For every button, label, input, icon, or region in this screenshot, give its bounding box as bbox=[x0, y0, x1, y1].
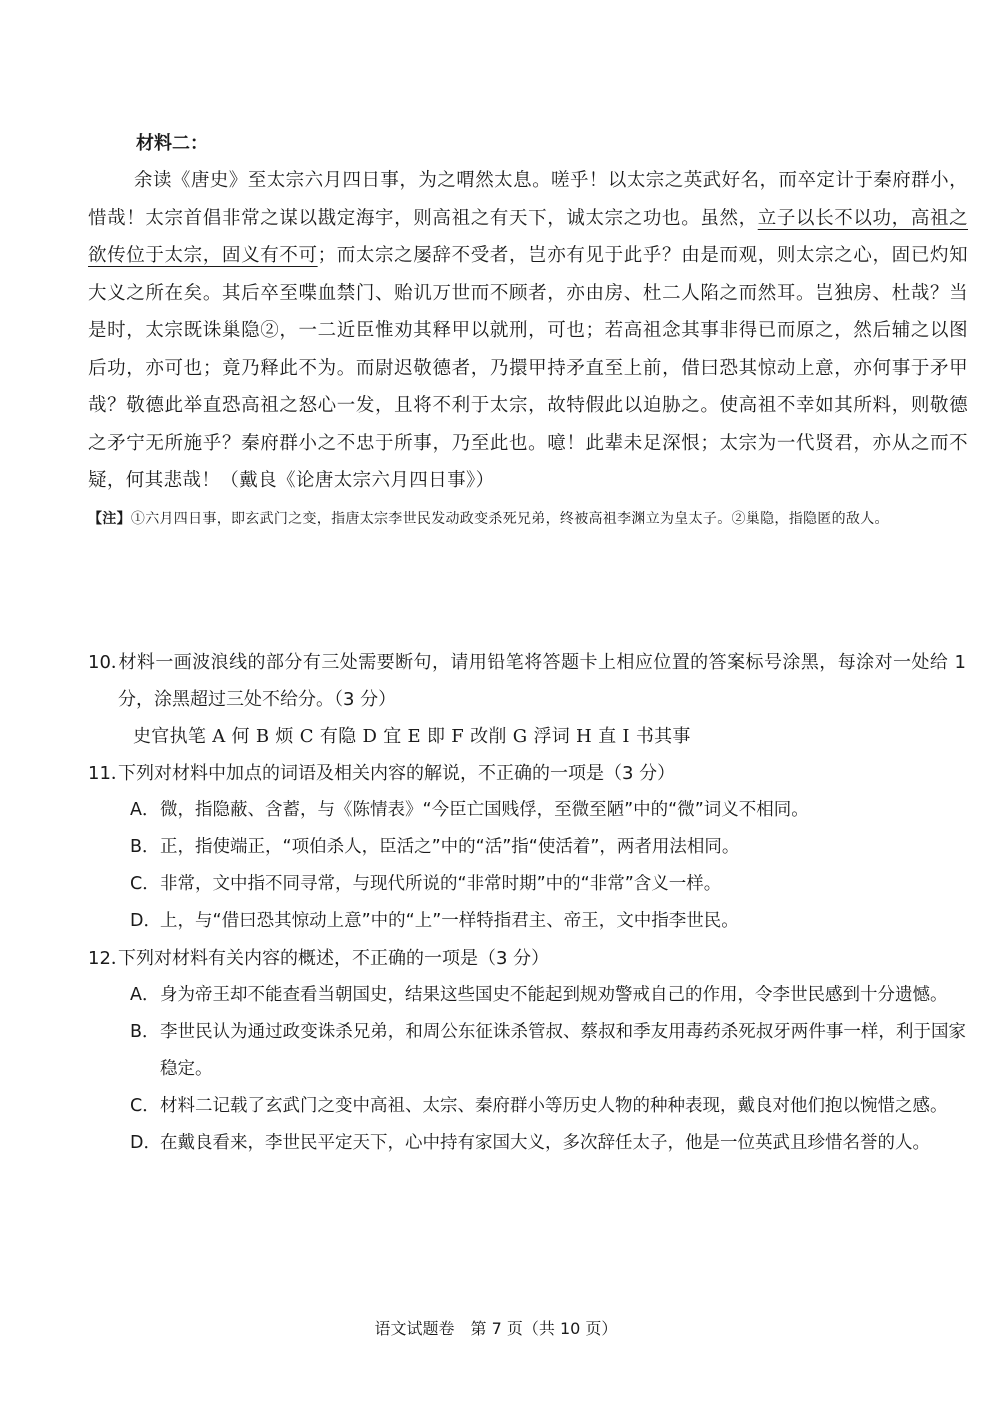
option-text: 李世民认为通过政变诛杀兄弟，和周公东征诛杀管叔、蔡叔和季友用毒药杀死叔牙两件事一样，利于国家稳定。 bbox=[160, 1022, 966, 1079]
option-letter: B． bbox=[130, 1022, 160, 1042]
page-footer: 语文试题卷 第 7 页（共 10 页） bbox=[374, 1319, 618, 1338]
question-12-text: 下列对材料有关内容的概述，不正确的一项是（3 分） bbox=[118, 948, 550, 969]
option-letter: A． bbox=[130, 800, 160, 820]
passage-text-part2: ；而太宗之屡辞不受者，岂亦有见于此乎？由是而观，则太宗之心，固已灼知大义之所在矣。其后卒至喋血禁门、贻讥万世而不顾者，亦由房、杜二人陷之而然耳。岂独房、杜哉？当是时，太宗既诛巢隐②，一二近臣惟劝其释甲以就刑，可也；若高祖念其事非得已而原之，然后辅之以图后功，亦可也；竟乃释此不为。而尉迟敬德者，乃擐甲持矛直至上前，借曰恐其惊动上意，亦何事于矛甲哉？敬德此举直恐高祖之怒心一发，且将不利于太宗，故特假此以迫胁之。使高祖不幸如其所料，则敬德之矛宁无所施乎？秦府群小之不忠于所事，乃至此也。噫！此辈未足深恨；太宗为一代贤君，亦从之而不疑，何其悲哉！（戴良《论唐太宗六月四日事》） bbox=[88, 245, 968, 491]
note-tag: 【注】 bbox=[88, 510, 131, 527]
question-11-option-b[interactable] bbox=[88, 829, 966, 866]
question-12-option-b[interactable] bbox=[88, 1014, 966, 1088]
question-11-option-c[interactable] bbox=[88, 866, 966, 903]
questions-section bbox=[88, 644, 966, 1162]
question-10 bbox=[88, 644, 966, 755]
question-10-sentence: 史官执笔 A 何 B 烦 C 有隐 D 宜 E 即 F 改削 G 浮词 H 直 I 书其事 bbox=[133, 726, 691, 747]
option-text: 正，指使端正，“项伯杀人，臣活之”中的“活”指“使活着”，两者用法相同。 bbox=[160, 837, 740, 857]
question-11-number: 11． bbox=[88, 763, 129, 784]
option-text: 上，与“借曰恐其惊动上意”中的“上”一样特指君主、帝王，文中指李世民。 bbox=[160, 911, 739, 931]
material-title: 材料二： bbox=[136, 133, 208, 154]
question-11-option-a[interactable] bbox=[88, 792, 966, 829]
question-11-text: 下列对材料中加点的词语及相关内容的解说，不正确的一项是（3 分） bbox=[118, 763, 676, 784]
question-12-option-a[interactable] bbox=[88, 977, 966, 1014]
passage-text-part1: 余读《唐史》至太宗六月四日事，为之喟然太息。嗟乎！以太宗之英武好名，而卒定计于秦府群小，惜哉！太宗首倡非常之谋以戡定海宇，则高祖之有天下，诚太宗之功也。虽然， bbox=[88, 170, 968, 229]
option-letter: C． bbox=[130, 1096, 160, 1116]
option-text: 身为帝王却不能查看当朝国史，结果这些国史不能起到规劝警戒自己的作用，令李世民感到十分遗憾。 bbox=[160, 985, 948, 1005]
option-letter: A． bbox=[130, 985, 160, 1005]
option-letter: B． bbox=[130, 837, 160, 857]
option-letter: D． bbox=[130, 1133, 161, 1153]
option-text: 材料二记载了玄武门之变中高祖、太宗、秦府群小等历史人物的种种表现，戴良对他们抱以惋惜之感。 bbox=[160, 1096, 948, 1116]
option-letter: C． bbox=[130, 874, 160, 894]
question-11-option-d[interactable] bbox=[88, 903, 966, 940]
question-11-stem bbox=[88, 755, 966, 792]
material-two-section bbox=[88, 126, 968, 536]
question-10-text: 材料一画波浪线的部分有三处需要断句，请用铅笔将答题卡上相应位置的答案标号涂黑，每涂对一处给 1 分，涂黑超过三处不给分。（3 分） bbox=[118, 652, 966, 710]
question-12 bbox=[88, 940, 966, 1162]
question-12-number: 12． bbox=[88, 948, 129, 969]
note-text: ①六月四日事，即玄武门之变，指唐太宗李世民发动政变杀死兄弟，终被高祖李渊立为皇太子。②巢隐，指隐匿的敌人。 bbox=[130, 510, 889, 527]
material-note bbox=[88, 502, 968, 536]
question-12-option-c[interactable] bbox=[88, 1088, 966, 1125]
option-letter: D． bbox=[130, 911, 161, 931]
option-text: 非常，文中指不同寻常，与现代所说的“非常时期”中的“非常”含义一样。 bbox=[160, 874, 722, 894]
question-10-stem bbox=[88, 644, 966, 718]
option-text: 在戴良看来，李世民平定天下，心中持有家国大义，多次辞任太子，他是一位英武且珍惜名誉的人。 bbox=[160, 1133, 930, 1153]
question-12-option-d[interactable] bbox=[88, 1125, 966, 1162]
passage-underlined-text: 立子以长不以功，高祖之欲传位于太宗，固义有不可 bbox=[88, 207, 968, 266]
material-passage bbox=[88, 162, 968, 500]
question-12-stem bbox=[88, 940, 966, 977]
option-text: 微，指隐蔽、含蓄，与《陈情表》“今臣亡国贱俘，至微至陋”中的“微”词义不相同。 bbox=[160, 800, 809, 820]
question-10-number: 10． bbox=[88, 652, 129, 673]
question-11 bbox=[88, 755, 966, 940]
